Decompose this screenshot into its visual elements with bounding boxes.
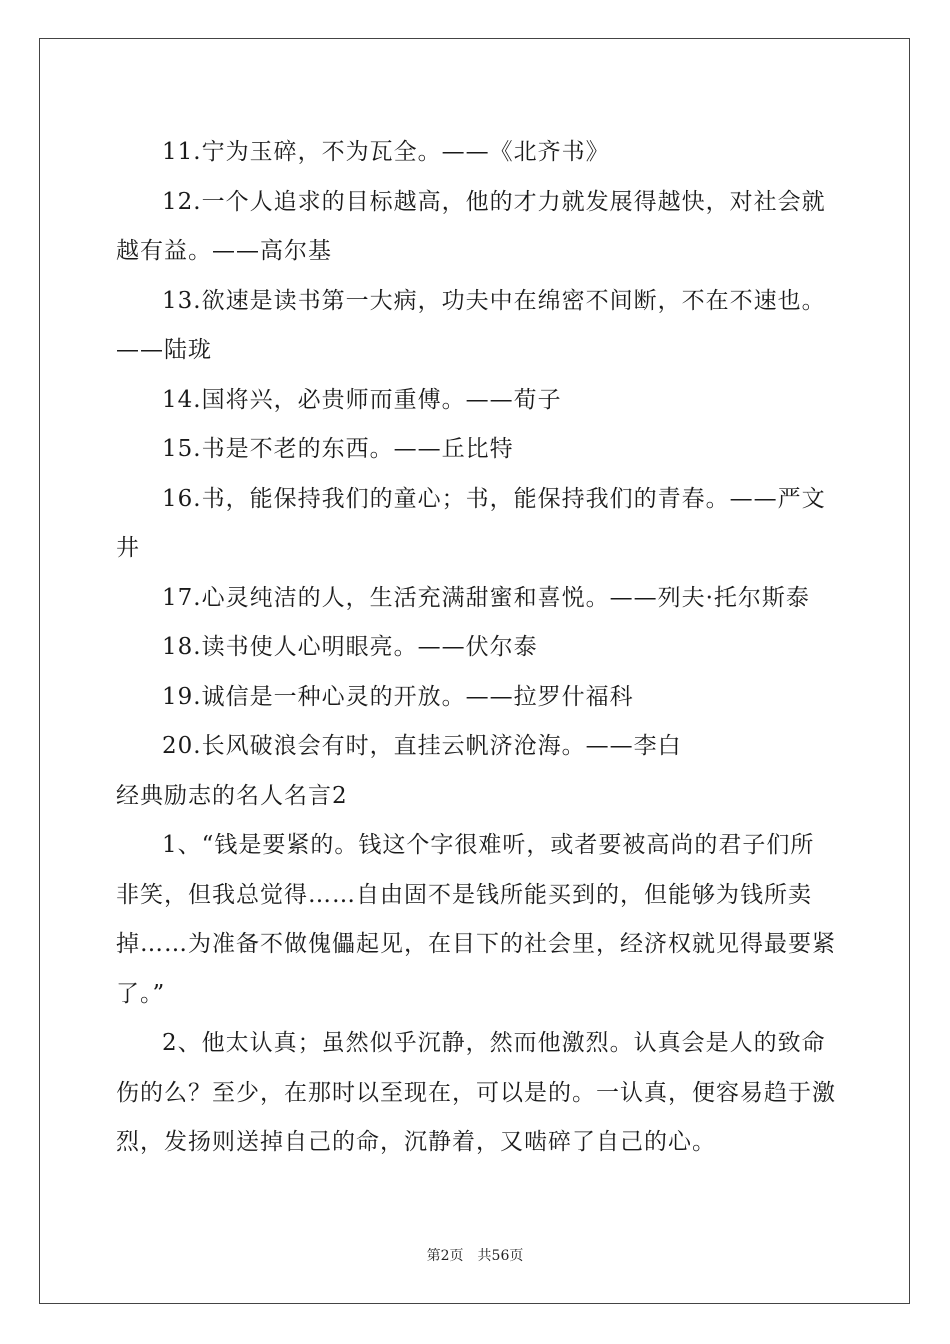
- quote-11: 11.宁为玉碎，不为瓦全。——《北齐书》: [162, 139, 610, 165]
- quote-13: 13.欲速是读书第一大病，功夫中在绵密不间断，不在不速也。——陆珑: [116, 287, 826, 363]
- page-total: 共56页: [477, 1248, 524, 1264]
- quote-19: 19.诚信是一种心灵的开放。——拉罗什福科: [162, 683, 634, 710]
- quote-15: 15.书是不老的东西。——丘比特: [162, 436, 514, 462]
- page-number: 第2页: [426, 1248, 464, 1264]
- quote-16: 16.书，能保持我们的童心；书，能保持我们的青春。——严文井: [116, 485, 826, 561]
- page-footer: [0, 1245, 950, 1265]
- quote-20: 20.长风破浪会有时，直挂云帆济沧海。——李白: [162, 733, 682, 759]
- passage-1: 1、“钱是要紧的。钱这个字很难听，或者要被高尚的君子们所非笑，但我总觉得……自由固不是钱所能买到的，但能够为钱所卖掉……为准备不做傀儡起见，在目下的社会里，经济权就见得最要紧了。”: [116, 832, 836, 1007]
- quote-12: 12.一个人追求的目标越高，他的才力就发展得越快，对社会就越有益。——高尔基: [116, 188, 826, 264]
- quote-18: 18.读书使人心明眼亮。——伏尔泰: [162, 634, 538, 660]
- document-body: [116, 128, 838, 1168]
- quote-14: 14.国将兴，必贵师而重傅。——荀子: [162, 386, 562, 413]
- section-heading: 经典励志的名人名言2: [116, 782, 348, 809]
- passage-2: 2、他太认真；虽然似乎沉静，然而他激烈。认真会是人的致命伤的么？至少，在那时以至现在，可以是的。一认真，便容易趋于激烈，发扬则送掉自己的命，沉静着，又啮碎了自己的心。: [116, 1030, 836, 1155]
- quote-17: 17.心灵纯洁的人，生活充满甜蜜和喜悦。——列夫·托尔斯泰: [162, 584, 810, 611]
